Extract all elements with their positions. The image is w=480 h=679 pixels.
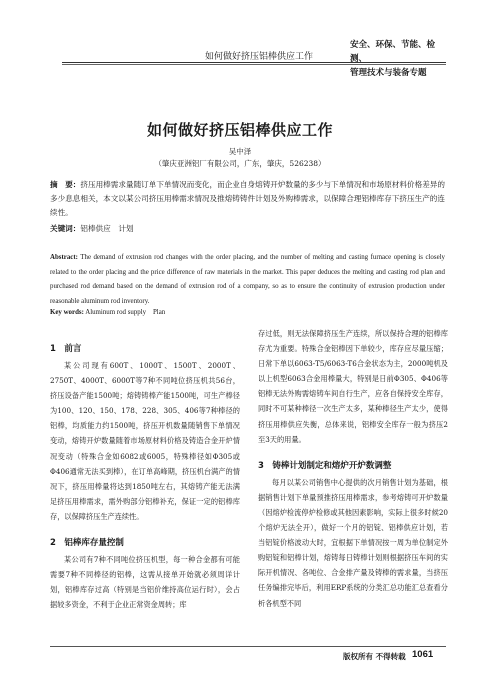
section-2-paragraph: 某公司有7种不同吨位挤压机型，每一种合金都有可能需要7种不同棒径的铝棒，这需从接单开始就必须周详计划，铝棒库存过高（特别是当铝价维持高位运行时），会占据较多资金，不利于企业正常资金周转；库: [50, 555, 240, 610]
column-label: [350, 38, 450, 80]
running-title: 如何做好挤压铝棒供应工作: [205, 52, 314, 62]
abstract-text: 挤压用棒需求量随订单下单情况而变化，而企业自身熔铸开炉数量的多少与下单情况和市场原材料价格差异的多少息息相关，本文以某公司挤压用棒需求情况及推熔铸铸件计划及外购棒需求，以保障合理铝棒库存下挤压生产的连续性。: [50, 180, 445, 217]
column-label-line2: 管理技术与装备专题: [350, 68, 427, 78]
keywords-en: [50, 306, 445, 320]
affiliation: （肇庆亚洲铝厂有限公司，广东，肇庆，526238）: [154, 159, 326, 168]
abstract-cn: [50, 178, 445, 220]
abstract-en-label: Abstract:: [50, 254, 78, 261]
section-heading-3: 3 铸棒计划制定和熔炉开炉数调整: [258, 460, 392, 471]
section-3-paragraph: 每月以某公司销售中心提供的次月销售计划为基础，根据销售计划下单量预推挤压用棒需求，参考熔铸可开炉数量（因熔炉检流停炉检修或其他因素影响，实际上很多时候20个熔炉无法全开），做好一个月的铝锭、铝棒供应计划，若当铝锭价格波动大时，宜根据下单情况按一周为单位制定外购铝锭和铝棒计划，熔铸每日铸棒计划则根据挤压车间的实际开机情况、各吨位、合金排产量及铸棒的需求量，当挤压任务编排完毕后，利用ERP系统的分类汇总功能汇总查看分析各机型不同: [258, 477, 448, 608]
column-label-line1: 安全、环保、节能、检测、: [350, 40, 436, 64]
section-heading-1: 1 前言: [50, 344, 82, 354]
section-2-continuation: 存过低，则无法保障挤压生产连续，所以保持合理的铝棒库存尤为重要。特殊合金铝棒因下单较少，库存应尽量压缩；日常下单以6063-T5/6063-T6合金状态为主，2000吨机及以上机型6063合金用棒量大，特别是日前Φ305、Φ406等铝棒无法外购需熔铸车间自行生产，应各自保持安全库存，同时不可某种棒径一次生产太多，某种棒径生产太少，使得挤压用棒供应失衡，总体来说，铝棒安全库存一般为挤压2至3天的用量。: [258, 329, 448, 444]
right-column: [258, 326, 448, 611]
page-number: 1061: [412, 649, 434, 660]
header-rule: [62, 62, 446, 63]
abstract-label: 摘 要：: [50, 180, 81, 189]
abstract-en: [50, 251, 445, 309]
section-1-paragraph: 某公司现有600T、1000T、1500T、2000T、2750T、4000T、6000T等7种不同吨位挤压机共56台，挤压设备产能1500吨；熔铸铸棒产能1500吨，可生产棒径为100、120、150、178、228、305、406等7种棒径的铝棒，均质能力约1500吨，挤压开机数量随销售下单情况变动，熔铸开炉数量随着市场原材料价格及铸造合金开炉情况变动（特殊合金如6082或6005，特殊棒径如Φ305或Φ406通常无法买到棒），在订单高峰期，挤压机台满产的情况下，挤压用棒量将达到1850吨左右，其熔铸产能无法满足挤压用棒需求，需外购部分铝棒补充，保证一定的铝棒库存，以保障挤压生产连续性。: [50, 361, 240, 521]
keywords-text: 铝棒供应 计划: [80, 224, 134, 233]
article-title: 如何做好挤压铝棒供应工作: [146, 121, 333, 139]
abstract-en-text: The demand of extrusion rod changes with the order placing, and the number of melting and casting furnace opening is closely related to the order placing and the price difference of raw materials in the market. This paper deduces the melting and casting rod plan and purchased rod demand based on the demand of extrusion rod of a company, so as to ensure the continuity of extrusion production under reasonable aluminum rod inventory.: [50, 254, 445, 305]
keywords-en-label: Key words:: [50, 309, 84, 316]
left-column: [50, 340, 240, 612]
section-heading-2: 2 铝棒库存量控制: [50, 538, 124, 549]
header-rule-thin: [62, 64, 446, 65]
keywords-en-text: Aluminum rod supply Plan: [85, 309, 166, 316]
footer-rule: [50, 646, 446, 647]
keywords-cn: [50, 222, 445, 236]
keywords-label: 关键词：: [50, 224, 81, 233]
author: 吴中泽: [228, 147, 252, 156]
copyright-notice: 版权所有 不得转载: [343, 652, 406, 661]
